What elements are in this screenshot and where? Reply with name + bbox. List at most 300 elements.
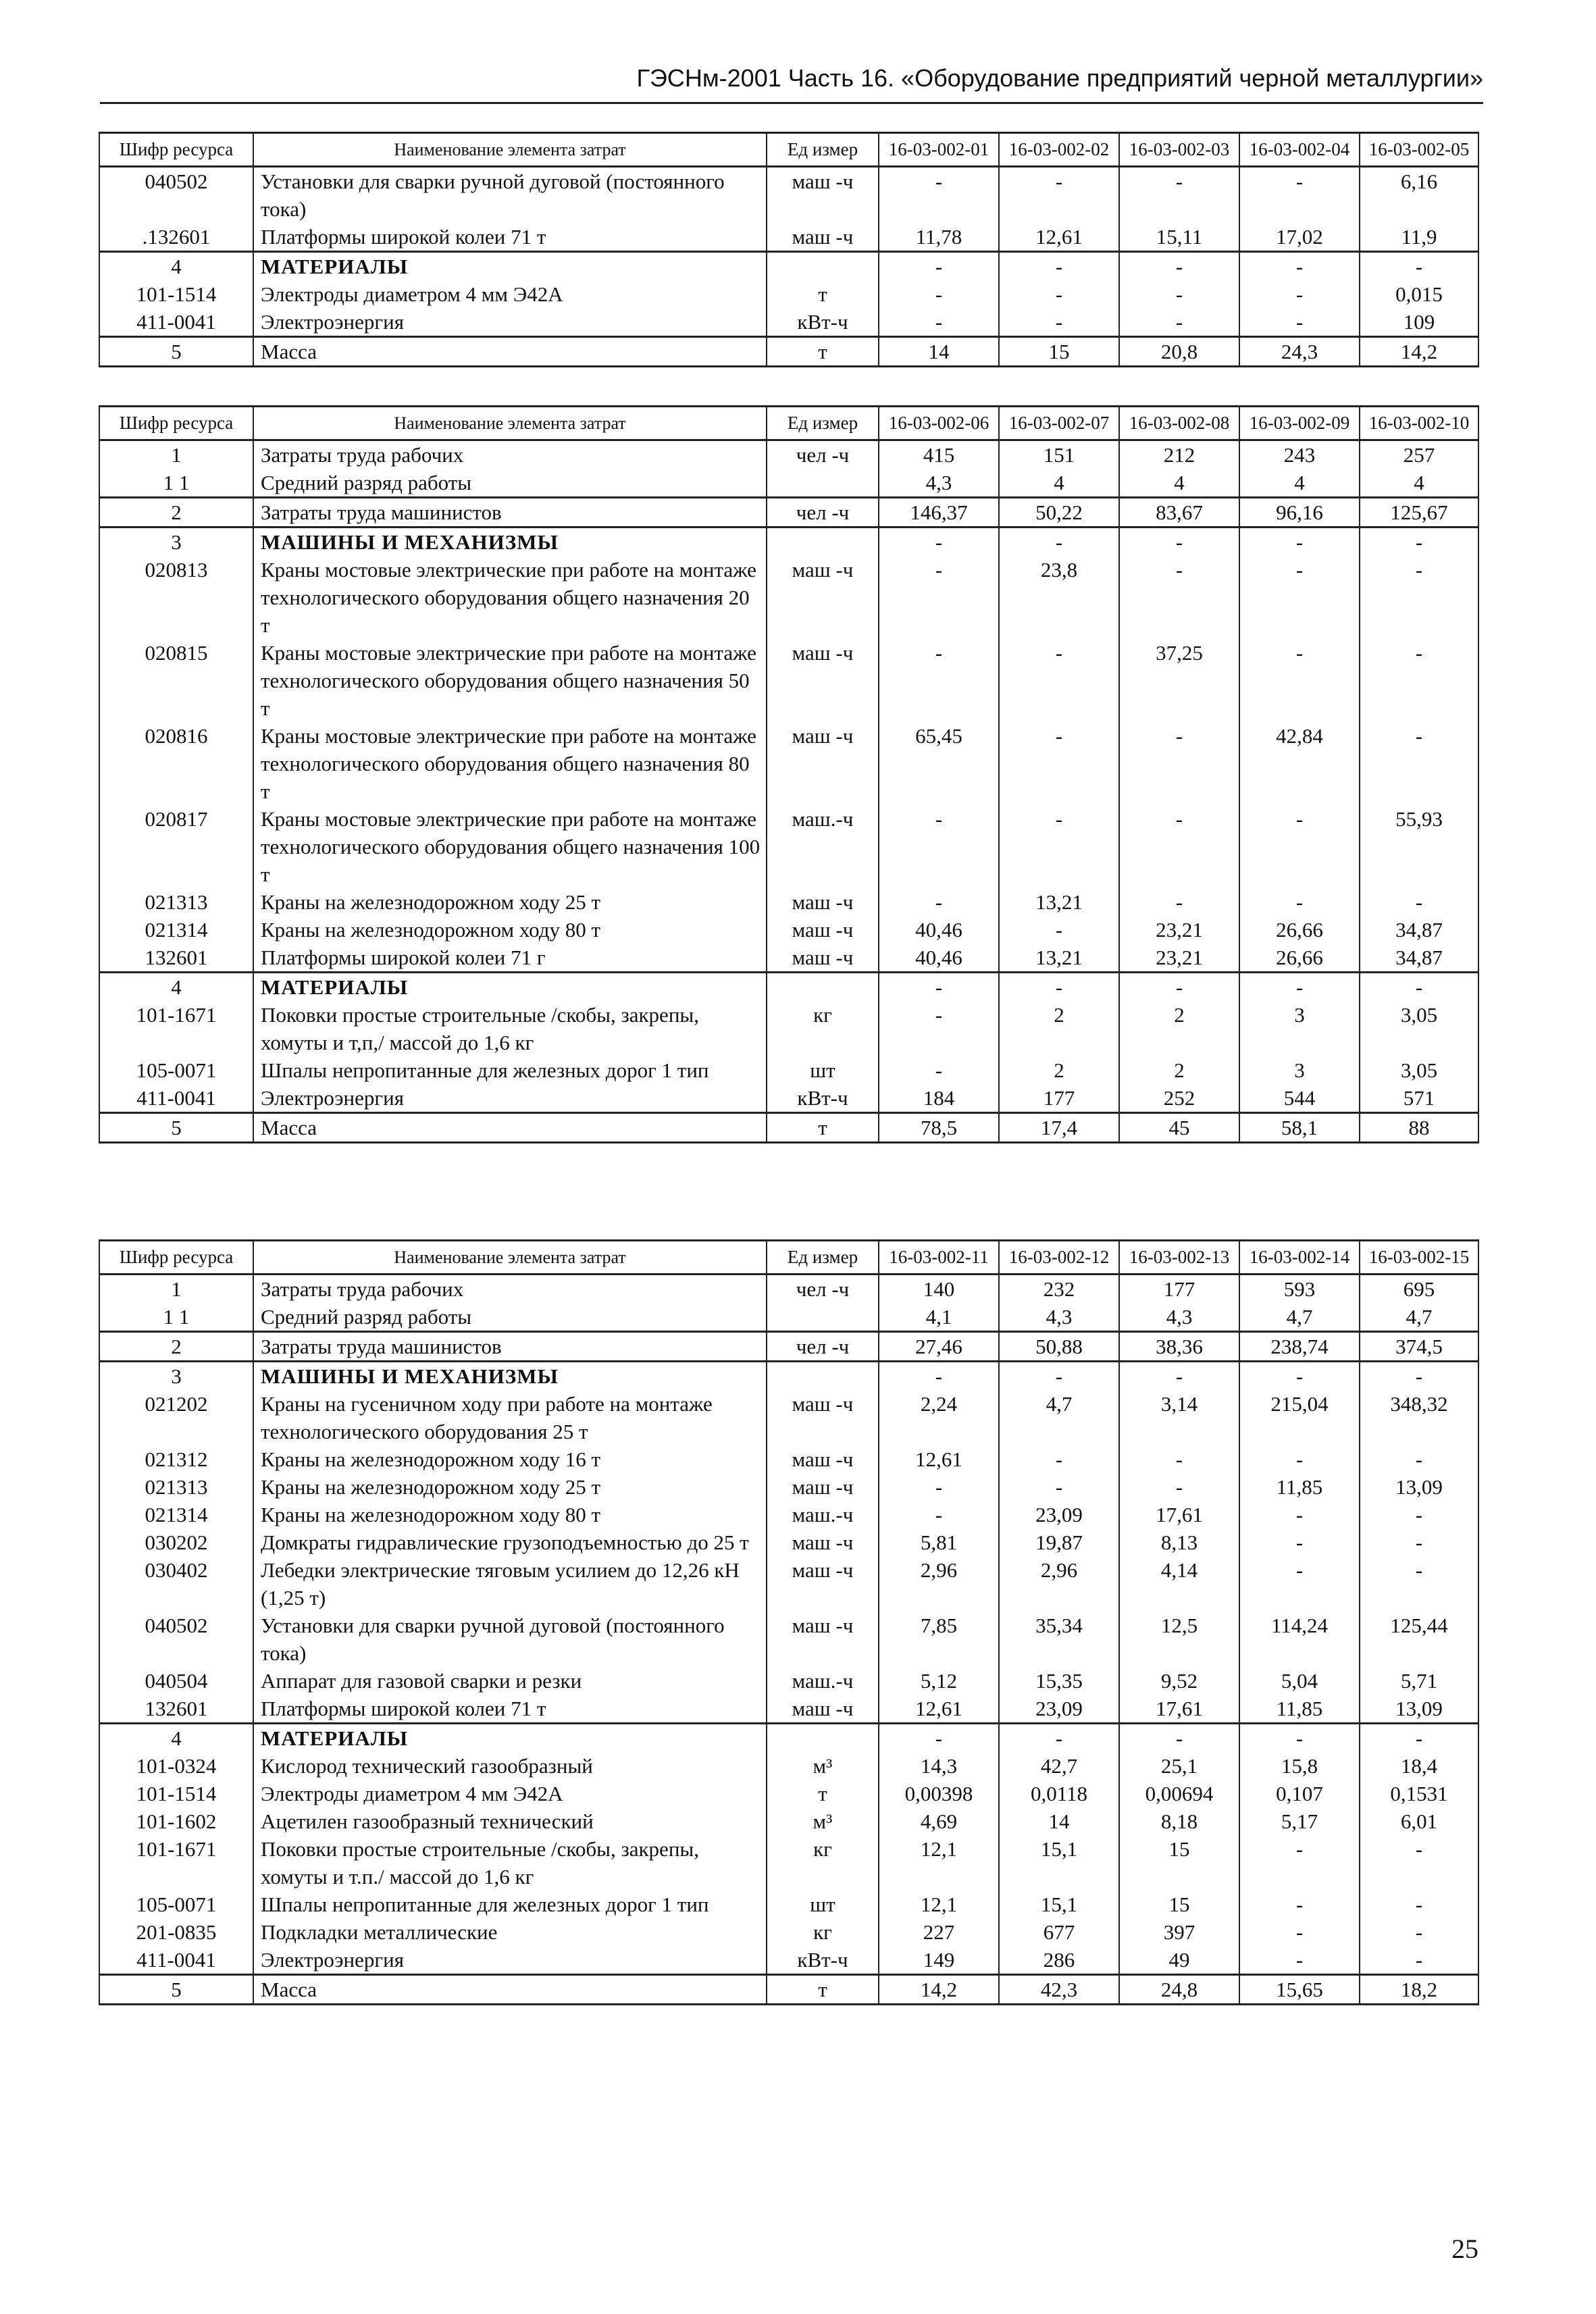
unit: кг <box>767 1835 879 1891</box>
value-cell: 15,8 <box>1239 1752 1360 1780</box>
header-norm-code: 16-03-002-13 <box>1119 1241 1239 1275</box>
resource-code: 101-1514 <box>99 1780 253 1807</box>
resource-code: 132601 <box>99 944 253 973</box>
header-norm-code: 16-03-002-14 <box>1239 1241 1360 1275</box>
value-cell: 5,81 <box>879 1528 999 1556</box>
value-cell: 149 <box>879 1946 999 1975</box>
header-code: Шифр ресурса <box>99 1241 253 1275</box>
value-cell: 17,61 <box>1119 1501 1239 1528</box>
cost-element-name: Поковки простые строительные /скобы, закрепы, хомуты и т,п,/ массой до 1,6 кг <box>253 1001 767 1056</box>
value-cell: 4 <box>1360 469 1478 498</box>
value-cell: 348,32 <box>1360 1390 1478 1445</box>
value-cell: 12,61 <box>879 1695 999 1724</box>
value-cell: - <box>999 973 1119 1002</box>
cost-element-name: Шпалы непропитанные для железных дорог 1 тип <box>253 1056 767 1084</box>
value-cell: - <box>1119 888 1239 916</box>
resource-code: 1 <box>99 440 253 469</box>
unit: маш.-ч <box>767 1501 879 1528</box>
norms-table-1 <box>99 132 1479 367</box>
value-cell: 151 <box>999 440 1119 469</box>
value-cell: - <box>1239 1362 1360 1391</box>
header-name: Наименование элемента затрат <box>253 407 767 440</box>
value-cell: 4,14 <box>1119 1556 1239 1612</box>
table-row <box>99 1473 1478 1501</box>
value-cell: 677 <box>999 1918 1119 1946</box>
value-cell: - <box>1239 888 1360 916</box>
value-cell: - <box>1119 528 1239 557</box>
value-cell: 12,5 <box>1119 1612 1239 1667</box>
value-cell: - <box>1119 973 1239 1002</box>
unit: маш -ч <box>767 916 879 944</box>
unit: маш -ч <box>767 1390 879 1445</box>
resource-code: 101-1602 <box>99 1807 253 1835</box>
value-cell: 286 <box>999 1946 1119 1975</box>
value-cell: 26,66 <box>1239 944 1360 973</box>
table-row <box>99 1528 1478 1556</box>
value-cell: - <box>1360 973 1478 1002</box>
value-cell: 2,96 <box>999 1556 1119 1612</box>
unit: маш.-ч <box>767 805 879 888</box>
cost-element-name: Краны мостовые электрические при работе на монтаже технологического оборудования общего назначения 80 т <box>253 722 767 805</box>
table-row <box>99 1667 1478 1695</box>
table-row <box>99 1390 1478 1445</box>
header-norm-code: 16-03-002-08 <box>1119 407 1239 440</box>
table-row <box>99 1807 1478 1835</box>
resource-code: 020813 <box>99 556 253 639</box>
value-cell: - <box>1239 1918 1360 1946</box>
unit <box>767 1303 879 1332</box>
resource-code: 411-0041 <box>99 1084 253 1113</box>
value-cell: 6,01 <box>1360 1807 1478 1835</box>
value-cell: 571 <box>1360 1084 1478 1113</box>
value-cell: 0,1531 <box>1360 1780 1478 1807</box>
cost-element-name: МАТЕРИАЛЫ <box>253 973 767 1002</box>
value-cell: - <box>1119 167 1239 224</box>
value-cell: 11,85 <box>1239 1695 1360 1724</box>
value-cell: 83,67 <box>1119 498 1239 528</box>
value-cell: 65,45 <box>879 722 999 805</box>
value-cell: 34,87 <box>1360 916 1478 944</box>
value-cell: 4,7 <box>1239 1303 1360 1332</box>
cost-element-name: Масса <box>253 1975 767 2005</box>
value-cell: 5,12 <box>879 1667 999 1695</box>
value-cell: 42,7 <box>999 1752 1119 1780</box>
value-cell: - <box>1360 1501 1478 1528</box>
value-cell: 8,18 <box>1119 1807 1239 1835</box>
value-cell: 212 <box>1119 440 1239 469</box>
value-cell: - <box>999 916 1119 944</box>
cost-element-name: МАТЕРИАЛЫ <box>253 252 767 281</box>
table-row <box>99 1303 1478 1332</box>
table-row <box>99 973 1478 1002</box>
value-cell: 593 <box>1239 1275 1360 1304</box>
unit: чел -ч <box>767 498 879 528</box>
value-cell: 14 <box>999 1807 1119 1835</box>
resource-code: 030402 <box>99 1556 253 1612</box>
value-cell: 6,16 <box>1360 167 1478 224</box>
unit <box>767 1724 879 1753</box>
cost-element-name: Шпалы непропитанные для железных дорог 1 тип <box>253 1891 767 1918</box>
resource-code: 1 1 <box>99 469 253 498</box>
value-cell: 17,02 <box>1239 223 1360 252</box>
value-cell: - <box>999 167 1119 224</box>
resource-code: 2 <box>99 1332 253 1362</box>
header-norm-code: 16-03-002-15 <box>1360 1241 1478 1275</box>
value-cell: - <box>1119 1362 1239 1391</box>
value-cell: 3,05 <box>1360 1001 1478 1056</box>
value-cell: - <box>1119 1473 1239 1501</box>
value-cell: 4,3 <box>879 469 999 498</box>
unit: шт <box>767 1891 879 1918</box>
resource-code: 021202 <box>99 1390 253 1445</box>
unit: кВт-ч <box>767 1946 879 1975</box>
table-row <box>99 1362 1478 1391</box>
resource-code: 5 <box>99 1113 253 1143</box>
unit: т <box>767 1113 879 1143</box>
resource-code: 020816 <box>99 722 253 805</box>
resource-code: 4 <box>99 252 253 281</box>
table-header-row <box>99 1241 1478 1275</box>
cost-element-name: МАТЕРИАЛЫ <box>253 1724 767 1753</box>
value-cell: - <box>999 1362 1119 1391</box>
value-cell: - <box>879 1362 999 1391</box>
unit: маш -ч <box>767 639 879 722</box>
resource-code: 021313 <box>99 888 253 916</box>
unit: чел -ч <box>767 1332 879 1362</box>
value-cell: 49 <box>1119 1946 1239 1975</box>
value-cell: 0,00398 <box>879 1780 999 1807</box>
value-cell: 4,7 <box>1360 1303 1478 1332</box>
value-cell: 8,13 <box>1119 1528 1239 1556</box>
unit: маш -ч <box>767 1528 879 1556</box>
cost-element-name: Масса <box>253 1113 767 1143</box>
cost-element-name: Электроэнергия <box>253 308 767 337</box>
value-cell: 12,61 <box>879 1445 999 1473</box>
resource-code: 3 <box>99 528 253 557</box>
value-cell: - <box>1239 308 1360 337</box>
unit: маш -ч <box>767 223 879 252</box>
header-name: Наименование элемента затрат <box>253 133 767 167</box>
value-cell: 11,85 <box>1239 1473 1360 1501</box>
value-cell: 4 <box>1239 469 1360 498</box>
value-cell: 114,24 <box>1239 1612 1360 1667</box>
cost-element-name: Краны на железнодорожном ходу 25 т <box>253 888 767 916</box>
table-row <box>99 1275 1478 1304</box>
value-cell: 40,46 <box>879 916 999 944</box>
value-cell: 15,1 <box>999 1835 1119 1891</box>
cost-element-name: Затраты труда рабочих <box>253 1275 767 1304</box>
cost-element-name: Ацетилен газообразный технический <box>253 1807 767 1835</box>
cost-element-name: Домкраты гидравлические грузоподъемностью до 25 т <box>253 1528 767 1556</box>
resource-code: 040504 <box>99 1667 253 1695</box>
value-cell: - <box>1239 167 1360 224</box>
cost-element-name: Краны на железнодорожном ходу 80 т <box>253 1501 767 1528</box>
value-cell: 374,5 <box>1360 1332 1478 1362</box>
cost-element-name: Краны на железнодорожном ходу 80 т <box>253 916 767 944</box>
cost-element-name: Кислород технический газообразный <box>253 1752 767 1780</box>
value-cell: 2,24 <box>879 1390 999 1445</box>
value-cell: 4 <box>1119 469 1239 498</box>
value-cell: - <box>999 1445 1119 1473</box>
table-row <box>99 556 1478 639</box>
resource-code: 021312 <box>99 1445 253 1473</box>
cost-element-name: Аппарат для газовой сварки и резки <box>253 1667 767 1695</box>
unit: кВт-ч <box>767 1084 879 1113</box>
resource-code: 105-0071 <box>99 1891 253 1918</box>
value-cell: 15,65 <box>1239 1975 1360 2005</box>
cost-element-name: Поковки простые строительные /скобы, закрепы, хомуты и т.п./ массой до 1,6 кг <box>253 1835 767 1891</box>
value-cell: - <box>1360 888 1478 916</box>
value-cell: 42,84 <box>1239 722 1360 805</box>
unit: кВт-ч <box>767 308 879 337</box>
cost-element-name: Краны мостовые электрические при работе на монтаже технологического оборудования общего назначения 50 т <box>253 639 767 722</box>
norms-table-3 <box>99 1239 1479 2005</box>
value-cell: 177 <box>1119 1275 1239 1304</box>
value-cell: - <box>1239 528 1360 557</box>
value-cell: - <box>879 973 999 1002</box>
table-row <box>99 280 1478 308</box>
resource-code: 201-0835 <box>99 1918 253 1946</box>
value-cell: 243 <box>1239 440 1360 469</box>
value-cell: 23,09 <box>999 1501 1119 1528</box>
value-cell: - <box>1360 1556 1478 1612</box>
resource-code: 5 <box>99 337 253 367</box>
header-norm-code: 16-03-002-10 <box>1360 407 1478 440</box>
value-cell: 0,015 <box>1360 280 1478 308</box>
value-cell: 11,78 <box>879 223 999 252</box>
value-cell: 0,107 <box>1239 1780 1360 1807</box>
value-cell: 37,25 <box>1119 639 1239 722</box>
value-cell: - <box>1239 1835 1360 1891</box>
value-cell: 23,09 <box>999 1695 1119 1724</box>
value-cell: 125,67 <box>1360 498 1478 528</box>
value-cell: - <box>1119 556 1239 639</box>
value-cell: 23,21 <box>1119 944 1239 973</box>
value-cell: 18,2 <box>1360 1975 1478 2005</box>
table-row <box>99 1556 1478 1612</box>
value-cell: 12,1 <box>879 1891 999 1918</box>
header-unit: Ед измер <box>767 1241 879 1275</box>
value-cell: 140 <box>879 1275 999 1304</box>
cost-element-name: Электроды диаметром 4 мм Э42А <box>253 1780 767 1807</box>
unit: т <box>767 1780 879 1807</box>
unit: м³ <box>767 1807 879 1835</box>
table-row <box>99 722 1478 805</box>
resource-code: 040502 <box>99 1612 253 1667</box>
value-cell: - <box>879 528 999 557</box>
unit: кг <box>767 1001 879 1056</box>
resource-code: 020815 <box>99 639 253 722</box>
table-row <box>99 528 1478 557</box>
header-code: Шифр ресурса <box>99 407 253 440</box>
table-row <box>99 1501 1478 1528</box>
value-cell: 13,09 <box>1360 1473 1478 1501</box>
value-cell: 2,96 <box>879 1556 999 1612</box>
resource-code: 132601 <box>99 1695 253 1724</box>
value-cell: - <box>1119 1724 1239 1753</box>
value-cell: 25,1 <box>1119 1752 1239 1780</box>
table-row <box>99 1695 1478 1724</box>
value-cell: 109 <box>1360 308 1478 337</box>
unit: м³ <box>767 1752 879 1780</box>
value-cell: - <box>1360 1724 1478 1753</box>
value-cell: 5,17 <box>1239 1807 1360 1835</box>
unit: маш -ч <box>767 1695 879 1724</box>
value-cell: 544 <box>1239 1084 1360 1113</box>
resource-code: 411-0041 <box>99 1946 253 1975</box>
value-cell: - <box>1119 308 1239 337</box>
unit: т <box>767 337 879 367</box>
value-cell: - <box>1239 1556 1360 1612</box>
unit <box>767 252 879 281</box>
value-cell: - <box>879 1056 999 1084</box>
unit: маш -ч <box>767 1473 879 1501</box>
resource-code: 021314 <box>99 916 253 944</box>
cost-element-name: Краны мостовые электрические при работе на монтаже технологического оборудования общего назначения 100 т <box>253 805 767 888</box>
table-row <box>99 1001 1478 1056</box>
value-cell: 3 <box>1239 1056 1360 1084</box>
header-norm-code: 16-03-002-05 <box>1360 133 1478 167</box>
cost-element-name: МАШИНЫ И МЕХАНИЗМЫ <box>253 1362 767 1391</box>
table-row <box>99 1724 1478 1753</box>
header-norm-code: 16-03-002-04 <box>1239 133 1360 167</box>
cost-element-name: Установки для сварки ручной дуговой (постоянного тока) <box>253 167 767 224</box>
value-cell: - <box>999 528 1119 557</box>
unit <box>767 469 879 498</box>
value-cell: 55,93 <box>1360 805 1478 888</box>
header-norm-code: 16-03-002-02 <box>999 133 1119 167</box>
resource-code: 030202 <box>99 1528 253 1556</box>
cost-element-name: Электроэнергия <box>253 1946 767 1975</box>
value-cell: 11,9 <box>1360 223 1478 252</box>
unit: маш -ч <box>767 167 879 224</box>
table-row <box>99 337 1478 367</box>
cost-element-name: Платформы широкой колеи 71 г <box>253 944 767 973</box>
value-cell: 2 <box>1119 1056 1239 1084</box>
unit: кг <box>767 1918 879 1946</box>
unit: маш -ч <box>767 1612 879 1667</box>
unit <box>767 1362 879 1391</box>
unit: чел -ч <box>767 1275 879 1304</box>
value-cell: - <box>1360 1918 1478 1946</box>
value-cell: 19,87 <box>999 1528 1119 1556</box>
cost-element-name: Затраты труда рабочих <box>253 440 767 469</box>
cost-element-name: Средний разряд работы <box>253 1303 767 1332</box>
cost-element-name: Средний разряд работы <box>253 469 767 498</box>
value-cell: 2 <box>999 1056 1119 1084</box>
cost-element-name: Краны на гусеничном ходу при работе на монтаже технологического оборудования 25 т <box>253 1390 767 1445</box>
table-row <box>99 440 1478 469</box>
resource-code: 4 <box>99 1724 253 1753</box>
value-cell: 125,44 <box>1360 1612 1478 1667</box>
value-cell: 17,61 <box>1119 1695 1239 1724</box>
value-cell: - <box>1360 1891 1478 1918</box>
resource-code: 3 <box>99 1362 253 1391</box>
value-cell: 4,69 <box>879 1807 999 1835</box>
header-norm-code: 16-03-002-09 <box>1239 407 1360 440</box>
value-cell: 9,52 <box>1119 1667 1239 1695</box>
value-cell: 14,3 <box>879 1752 999 1780</box>
cost-element-name: Масса <box>253 337 767 367</box>
table-row <box>99 1975 1478 2005</box>
value-cell: 24,8 <box>1119 1975 1239 2005</box>
value-cell: 45 <box>1119 1113 1239 1143</box>
header-unit: Ед измер <box>767 133 879 167</box>
cost-element-name: Затраты труда машинистов <box>253 498 767 528</box>
value-cell: 15 <box>999 337 1119 367</box>
value-cell: 34,87 <box>1360 944 1478 973</box>
cost-element-name: Установки для сварки ручной дуговой (постоянного тока) <box>253 1612 767 1667</box>
value-cell: 146,37 <box>879 498 999 528</box>
value-cell: 4,3 <box>1119 1303 1239 1332</box>
value-cell: 3 <box>1239 1001 1360 1056</box>
value-cell: - <box>1360 252 1478 281</box>
value-cell: 42,3 <box>999 1975 1119 2005</box>
value-cell: 18,4 <box>1360 1752 1478 1780</box>
value-cell: 27,46 <box>879 1332 999 1362</box>
value-cell: 20,8 <box>1119 337 1239 367</box>
resource-code: .132601 <box>99 223 253 252</box>
value-cell: 88 <box>1360 1113 1478 1143</box>
value-cell: - <box>1239 973 1360 1002</box>
value-cell: - <box>1239 805 1360 888</box>
unit: т <box>767 1975 879 2005</box>
unit: маш -ч <box>767 722 879 805</box>
value-cell: - <box>1239 280 1360 308</box>
value-cell: - <box>1239 1528 1360 1556</box>
table-row <box>99 1946 1478 1975</box>
header-norm-code: 16-03-002-12 <box>999 1241 1119 1275</box>
value-cell: 252 <box>1119 1084 1239 1113</box>
table-row <box>99 223 1478 252</box>
value-cell: - <box>1360 1946 1478 1975</box>
table-row <box>99 469 1478 498</box>
value-cell: 12,61 <box>999 223 1119 252</box>
value-cell: 40,46 <box>879 944 999 973</box>
header-norm-code: 16-03-002-01 <box>879 133 999 167</box>
cost-element-name: Электроэнергия <box>253 1084 767 1113</box>
value-cell: - <box>1239 252 1360 281</box>
resource-code: 105-0071 <box>99 1056 253 1084</box>
unit: шт <box>767 1056 879 1084</box>
resource-code: 101-0324 <box>99 1752 253 1780</box>
value-cell: 177 <box>999 1084 1119 1113</box>
value-cell: - <box>1239 1724 1360 1753</box>
value-cell: - <box>1360 556 1478 639</box>
value-cell: - <box>1360 639 1478 722</box>
table-row <box>99 1780 1478 1807</box>
cost-element-name: Краны мостовые электрические при работе на монтаже технологического оборудования общего назначения 20 т <box>253 556 767 639</box>
table-row <box>99 498 1478 528</box>
value-cell: - <box>1360 1528 1478 1556</box>
value-cell: - <box>879 1473 999 1501</box>
resource-code: 020817 <box>99 805 253 888</box>
resource-code: 101-1671 <box>99 1001 253 1056</box>
value-cell: - <box>879 1724 999 1753</box>
unit: маш -ч <box>767 944 879 973</box>
value-cell: - <box>879 1501 999 1528</box>
value-cell: 15 <box>1119 1891 1239 1918</box>
value-cell: - <box>879 252 999 281</box>
value-cell: - <box>1119 1445 1239 1473</box>
unit: маш -ч <box>767 1445 879 1473</box>
table-row <box>99 916 1478 944</box>
value-cell: - <box>999 1724 1119 1753</box>
header-unit: Ед измер <box>767 407 879 440</box>
value-cell: 3,14 <box>1119 1390 1239 1445</box>
value-cell: 232 <box>999 1275 1119 1304</box>
value-cell: 15,1 <box>999 1891 1119 1918</box>
